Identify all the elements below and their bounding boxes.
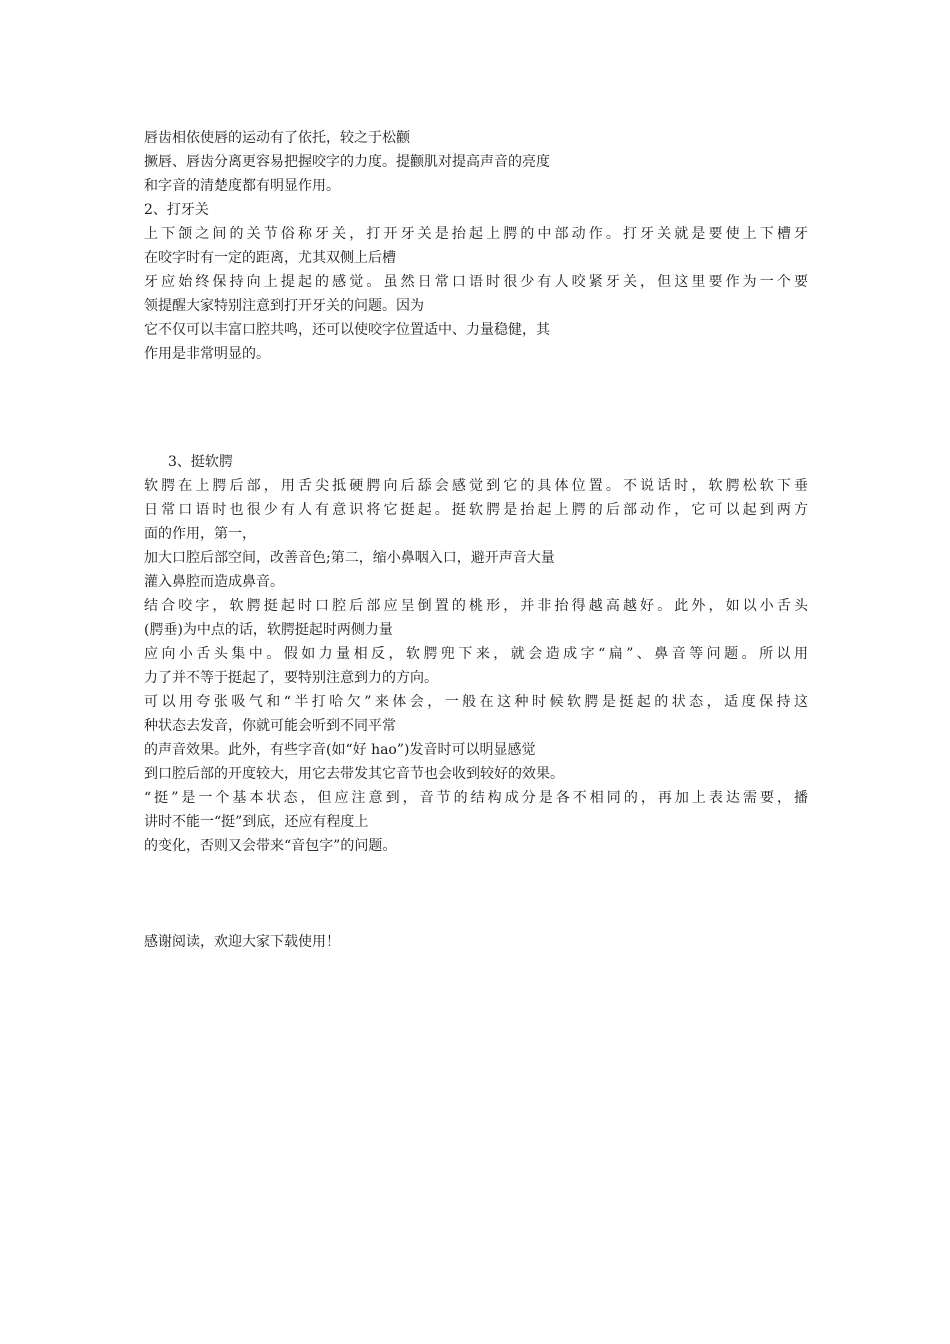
paragraph-line: 灌入鼻腔而造成鼻音。 xyxy=(144,574,284,590)
paragraph-line: 结合咬字，软腭挺起时口腔后部应呈倒置的桃形，并非抬得越高越好。此外，如以小舌头 xyxy=(144,598,808,614)
paragraph-line: 和字音的清楚度都有明显作用。 xyxy=(144,178,340,194)
spacer xyxy=(144,858,808,930)
section-heading-2: 2、打牙关 xyxy=(144,202,209,218)
paragraph-line: 讲时不能一“挺”到底，还应有程度上 xyxy=(144,814,369,830)
paragraph-line: 日常口语时也很少有人有意识将它挺起。挺软腭是抬起上腭的后部动作，它可以起到两方 xyxy=(144,502,808,518)
paragraph-line: 牙应始终保持向上提起的感觉。虽然日常口语时很少有人咬紧牙关，但这里要作为一个要 xyxy=(144,274,808,290)
paragraph-line: 种状态去发音，你就可能会听到不同平常 xyxy=(144,718,396,734)
spacer xyxy=(144,366,808,450)
section-heading-3: 3、挺软腭 xyxy=(168,454,233,470)
paragraph-line: 的变化，否则又会带来“音包字”的问题。 xyxy=(144,838,397,854)
paragraph-line: “挺”是一个基本状态，但应注意到，音节的结构成分是各不相同的，再加上表达需要，播 xyxy=(144,790,808,806)
paragraph-line: 到口腔后部的开度较大，用它去带发其它音节也会收到较好的效果。 xyxy=(144,766,564,782)
paragraph-line: 面的作用，第一， xyxy=(144,526,256,542)
document-body xyxy=(144,126,808,954)
paragraph-line: 在咬字时有一定的距离，尤其双侧上后槽 xyxy=(144,250,396,266)
paragraph-line: 领提醒大家特别注意到打开牙关的问题。因为 xyxy=(144,298,424,314)
paragraph-line: 可以用夸张吸气和“半打哈欠”来体会，一般在这种时候软腭是挺起的状态，适度保持这 xyxy=(144,694,808,710)
paragraph-line: 软腭在上腭后部，用舌尖抵硬腭向后舔会感觉到它的具体位置。不说话时，软腭松软下垂 xyxy=(144,478,808,494)
paragraph-line: 的声音效果。此外，有些字音(如“好 hao”)发音时可以明显感觉 xyxy=(144,742,536,758)
paragraph-line: 撅唇、唇齿分离更容易把握咬字的力度。提颧肌对提高声音的亮度 xyxy=(144,154,550,170)
paragraph-line: 上下颌之间的关节俗称牙关，打开牙关是抬起上腭的中部动作。打牙关就是要使上下槽牙 xyxy=(144,226,808,242)
paragraph-line: 应向小舌头集中。假如力量相反，软腭兜下来，就会造成字“扁”、鼻音等问题。所以用 xyxy=(144,646,808,662)
paragraph-line: 作用是非常明显的。 xyxy=(144,346,270,362)
closing-note: 感谢阅读，欢迎大家下载使用！ xyxy=(144,934,340,950)
paragraph-line: 加大口腔后部空间，改善音色;第二，缩小鼻咽入口，避开声音大量 xyxy=(144,550,555,566)
paragraph-line: 它不仅可以丰富口腔共鸣，还可以使咬字位置适中、力量稳健，其 xyxy=(144,322,550,338)
paragraph-line: 力了并不等于挺起了，要特别注意到力的方向。 xyxy=(144,670,438,686)
paragraph-line: 唇齿相依使唇的运动有了依托，较之于松颧 xyxy=(144,130,410,146)
paragraph-line: (腭垂)为中点的话，软腭挺起时两侧力量 xyxy=(144,622,393,638)
